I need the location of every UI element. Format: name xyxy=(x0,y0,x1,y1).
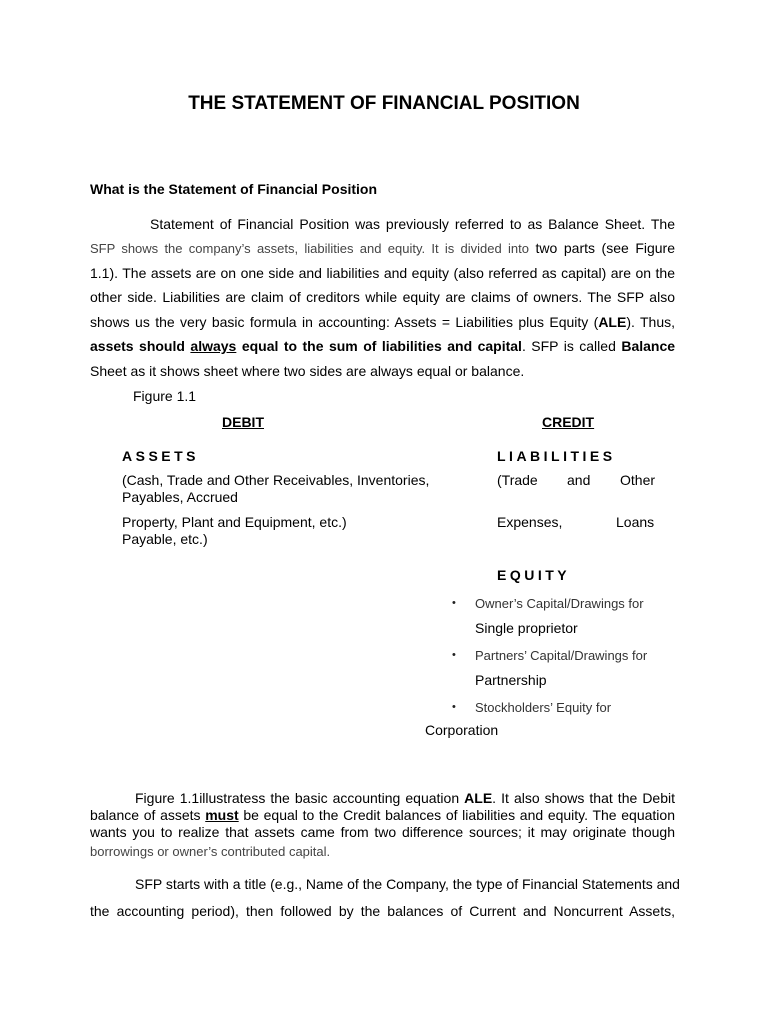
paragraph-text: two parts (see Figure xyxy=(535,240,676,256)
bullet-mark: • xyxy=(452,701,456,713)
equity-bullet-text: Partners’ Capital/Drawings for xyxy=(475,648,648,663)
bold-text: equal to the sum of liabilities and capital xyxy=(241,338,522,354)
equity-heading: EQUITY xyxy=(497,567,571,583)
credit-header: CREDIT xyxy=(542,414,595,430)
section-heading: What is the Statement of Financial Position xyxy=(90,181,378,197)
paragraph-line xyxy=(90,314,675,330)
bullet-mark: • xyxy=(452,649,456,661)
paragraph-line: SFP starts with a title (e.g., Name of the Company, the type of Financial Statements and xyxy=(135,876,680,892)
assets-line: Payable, etc.) xyxy=(122,531,208,547)
paragraph-line xyxy=(135,790,675,806)
paragraph-line: wants you to realize that assets came from two difference sources; it may originate though xyxy=(90,824,675,840)
paragraph-line: the accounting period), then followed by the balances of Current and Noncurrent Assets, xyxy=(90,903,675,919)
liabilities-word: and xyxy=(567,472,591,488)
ale-term: ALE xyxy=(464,790,493,806)
figure-label: Figure 1.1 xyxy=(133,388,197,404)
balance-term: Balance xyxy=(621,338,676,354)
paragraph-text: ). Thus, xyxy=(626,314,675,330)
paragraph-text: . SFP is called xyxy=(521,338,616,354)
equity-bullet-text: Owner’s Capital/Drawings for xyxy=(475,596,644,611)
paragraph-line: 1.1). The assets are on one side and liabilities and equity (also referred as capital) are on the xyxy=(90,265,675,281)
bold-text: assets should xyxy=(90,338,185,354)
liabilities-word: Other xyxy=(620,472,656,488)
bullet-mark: • xyxy=(452,597,456,609)
paragraph-text: shows us the very basic formula in accounting: Assets = Liabilities plus Equity ( xyxy=(90,314,599,330)
paragraph-line: Statement of Financial Position was previously referred to as Balance Sheet. The xyxy=(150,216,675,232)
liabilities-word: Expenses, xyxy=(497,514,563,530)
ale-term: ALE xyxy=(598,314,627,330)
assets-heading: ASSETS xyxy=(122,448,200,464)
liabilities-word: Loans xyxy=(616,514,655,530)
assets-line: Payables, Accrued xyxy=(122,489,238,505)
assets-line: (Cash, Trade and Other Receivables, Inventories, xyxy=(122,472,430,488)
paragraph-text: Figure 1.1illustratess the basic accounting equation xyxy=(135,790,460,806)
document-title: THE STATEMENT OF FINANCIAL POSITION xyxy=(188,93,580,114)
liabilities-word: (Trade xyxy=(497,472,538,488)
equity-bullet-text: Stockholders’ Equity for xyxy=(475,700,612,715)
assets-line: Property, Plant and Equipment, etc.) xyxy=(122,514,347,530)
paragraph-line xyxy=(90,807,675,823)
paragraph-line: other side. Liabilities are claim of creditors while equity are claims of owners. The SFP also xyxy=(90,289,675,305)
paragraph-line xyxy=(90,240,675,256)
paragraph-text: . It also shows that the Debit xyxy=(492,790,676,806)
paragraph-text: SFP shows the company’s assets, liabilities and equity. It is divided into xyxy=(90,241,529,256)
equity-bullet-text: Corporation xyxy=(425,722,499,738)
paragraph-text: balance of assets xyxy=(90,807,201,823)
must-term: must xyxy=(205,807,239,823)
paragraph-line xyxy=(90,338,675,354)
paragraph-text: be equal to the Credit balances of liabilities and equity. The equation xyxy=(243,807,675,823)
debit-header: DEBIT xyxy=(222,414,264,430)
paragraph-line: borrowings or owner’s contributed capital. xyxy=(90,844,331,859)
liabilities-heading: LIABILITIES xyxy=(497,448,616,464)
always-term: always xyxy=(190,338,237,354)
equity-bullet-text: Single proprietor xyxy=(475,620,578,636)
paragraph-line: Sheet as it shows sheet where two sides are always equal or balance. xyxy=(90,363,525,379)
equity-bullet-text: Partnership xyxy=(475,672,547,688)
